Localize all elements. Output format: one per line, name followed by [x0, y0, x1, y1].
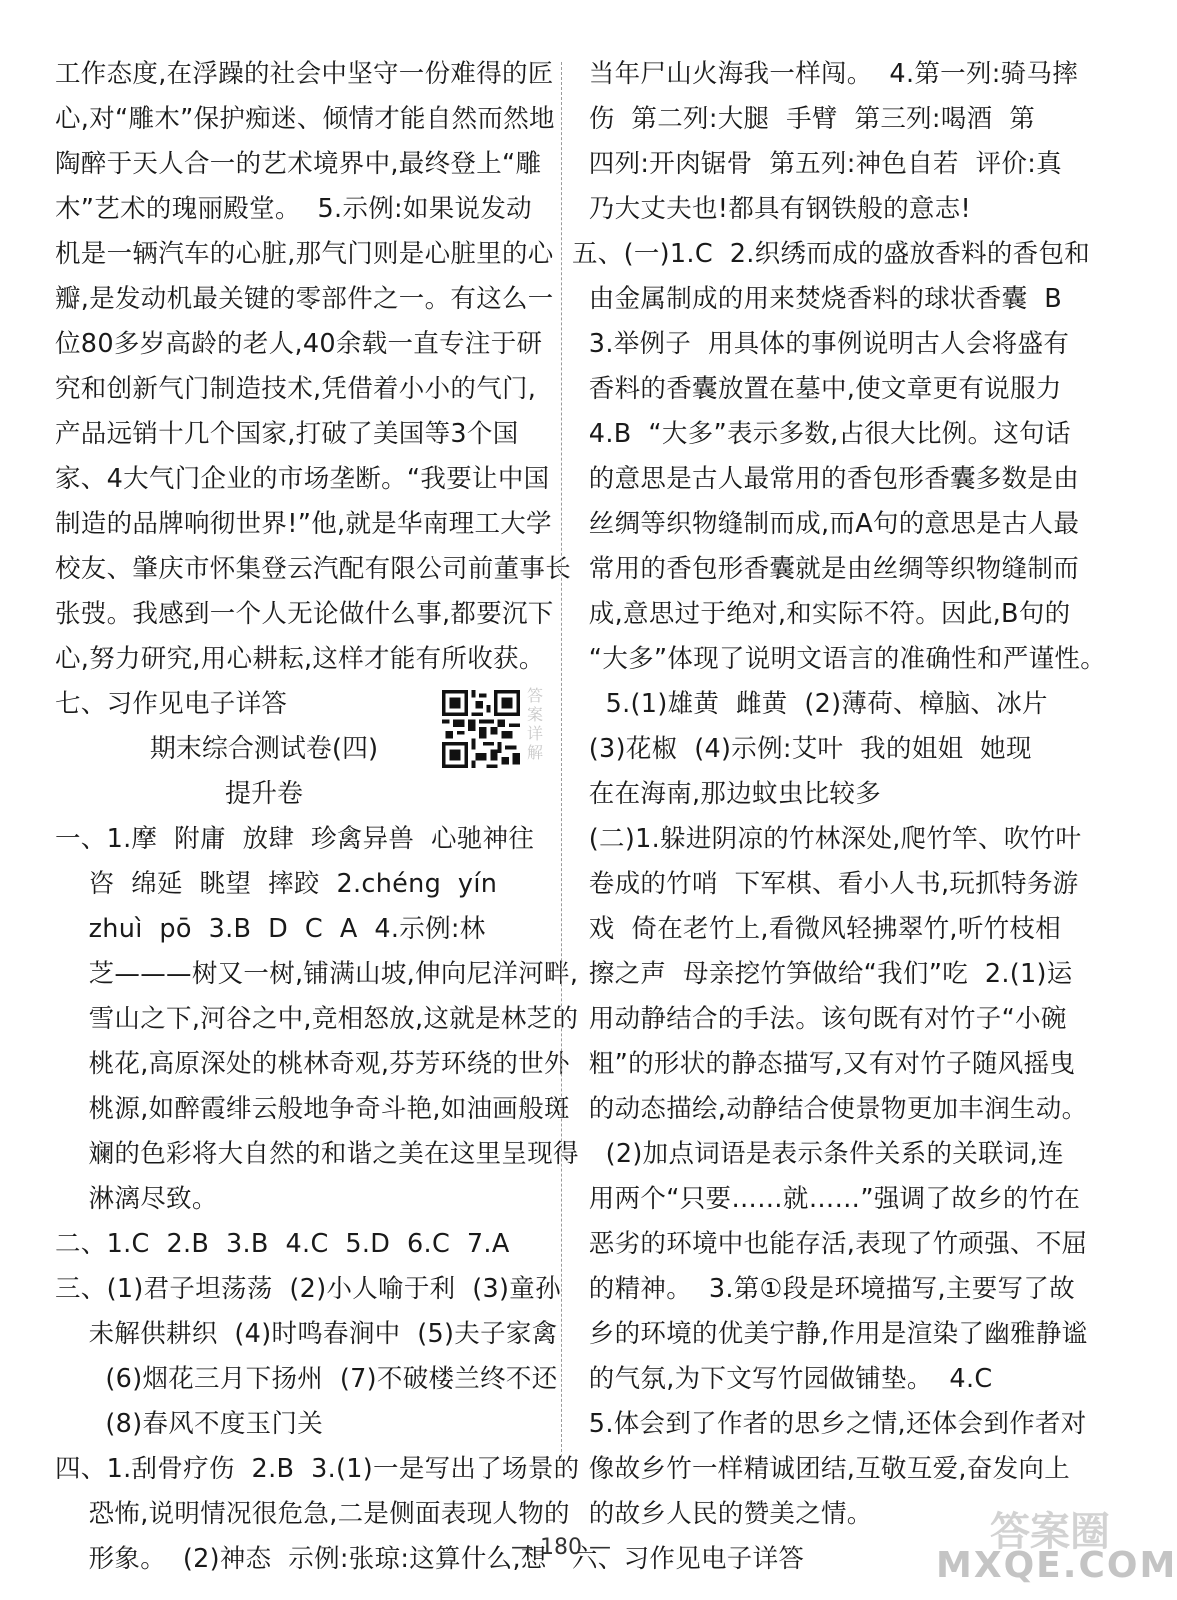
text-line: 校友、肇庆市怀集登云汽配有限公司前董事长: [55, 554, 572, 584]
text-line: 五、(一)1.C 2.织绣而成的盛放香料的香包和: [572, 239, 1091, 269]
text-line: (3)花椒 (4)示例:艾叶 我的姐姐 她现: [572, 734, 1032, 764]
text-line: 的精神。 3.第①段是环境描写,主要写了故: [572, 1274, 1075, 1304]
text-line: 桃花,高原深处的桃林奇观,芬芳环绕的世外: [55, 1049, 570, 1079]
text-line: 一、1.摩 附庸 放肆 珍禽异兽 心驰神往: [55, 824, 535, 854]
text-line: zhuì pō 3.B D C A 4.示例:林: [55, 914, 486, 944]
text-line: 常用的香包形香囊就是由丝绸等织物缝制而: [572, 554, 1080, 584]
text-line: 由金属制成的用来焚烧香料的球状香囊 B: [572, 284, 1063, 314]
text-line: “大多”体现了说明文语言的准确性和严谨性。: [572, 644, 1107, 674]
watermark-logo: 答案圈: [990, 1509, 1110, 1555]
column-divider: [561, 62, 562, 1462]
text-line: 的气氛,为下文写竹园做铺垫。 4.C: [572, 1364, 993, 1394]
text-line: 像故乡竹一样精诚团结,互敬互爱,奋发向上: [572, 1454, 1071, 1484]
text-line: 粗”的形状的静态描写,又有对竹子随风摇曳: [572, 1049, 1076, 1079]
text-line: 擦之声 母亲挖竹笋做给“我们”吃 2.(1)运: [572, 959, 1073, 989]
right-column: [572, 52, 1107, 1582]
text-line: 未解供耕织 (4)时鸣春涧中 (5)夫子家禽: [55, 1319, 558, 1349]
text-line: 陶醉于天人合一的艺术境界中,最终登上“雕: [55, 149, 542, 179]
page-number: — 180 —: [511, 1535, 611, 1560]
qr-caption: 答案详解: [527, 686, 544, 762]
text-line: 乃大丈夫也!都具有钢铁般的意志!: [572, 194, 972, 224]
text-line: 心,努力研究,用心耕耘,这样才能有所收获。: [55, 644, 545, 674]
text-line: 恐怖,说明情况很危急,二是侧面表现人物的: [55, 1499, 570, 1529]
text-line: 用动静结合的手法。该句既有对竹子“小碗: [572, 1004, 1067, 1034]
text-line: 机是一辆汽车的心脏,那气门则是心脏里的心: [55, 239, 554, 269]
text-line: 成,意思过于绝对,和实际不符。因此,B句的: [572, 599, 1071, 629]
text-line: 制造的品牌响彻世界!”他,就是华南理工大学: [55, 509, 552, 539]
text-line: 4.B “大多”表示多数,占很大比例。这句话: [572, 419, 1071, 449]
text-line: 七、习作见电子详答: [55, 689, 288, 719]
text-line: 丝绸等织物缝制而成,而A句的意思是古人最: [572, 509, 1080, 539]
text-line: 桃源,如醉霞绯云般地争奇斗艳,如油画般斑: [55, 1094, 570, 1124]
text-line: 用两个“只要……就……”强调了故乡的竹在: [572, 1184, 1081, 1214]
left-column-lines: [55, 52, 572, 727]
text-line: 在在海南,那边蚊虫比较多: [572, 779, 882, 809]
text-line: (8)春风不度玉门关: [55, 1409, 324, 1439]
text-line: 四列:开肉锯骨 第五列:神色自若 评价:真: [572, 149, 1062, 179]
text-line: 瓣,是发动机最关键的零部件之一。有这么一: [55, 284, 554, 314]
text-line: (二)1.躲进阴凉的竹林深处,爬竹竿、吹竹叶: [572, 824, 1082, 854]
text-line: 戏 倚在老竹上,看微风轻拂翠竹,听竹枝相: [572, 914, 1062, 944]
text-line: 香料的香囊放置在墓中,使文章更有说服力: [572, 374, 1062, 404]
text-line: 三、(1)君子坦荡荡 (2)小人喻于利 (3)童孙: [55, 1274, 561, 1304]
text-line: 伤 第二列:大腿 手臂 第三列:喝酒 第: [572, 104, 1036, 134]
text-line: 恶劣的环境中也能存活,表现了竹顽强、不屈: [572, 1229, 1088, 1259]
section-subtitle: 提升卷: [224, 779, 303, 809]
text-line: (2)加点词语是表示条件关系的关联词,连: [572, 1139, 1064, 1169]
text-line: 工作态度,在浮躁的社会中坚守一份难得的匠: [55, 59, 554, 89]
text-line: 芝———树又一树,铺满山坡,伸向尼洋河畔,: [55, 959, 579, 989]
text-line: 木”艺术的瑰丽殿堂。 5.示例:如果说发动: [55, 194, 532, 224]
text-line: 5.(1)雄黄 雌黄 (2)薄荷、樟脑、冰片: [572, 689, 1048, 719]
text-line: 二、1.C 2.B 3.B 4.C 5.D 6.C 7.A: [55, 1229, 510, 1259]
text-line: 的意思是古人最常用的香包形香囊多数是由: [572, 464, 1080, 494]
text-line: 当年尸山火海我一样闯。 4.第一列:骑马摔: [572, 59, 1079, 89]
text-line: 雪山之下,河谷之中,竞相怒放,这就是林芝的: [55, 1004, 579, 1034]
text-line: (6)烟花三月下扬州 (7)不破楼兰终不还: [55, 1364, 558, 1394]
text-line: 四、1.刮骨疗伤 2.B 3.(1)一是写出了场景的: [55, 1454, 580, 1484]
text-line: 3.举例子 用具体的事例说明古人会将盛有: [572, 329, 1070, 359]
text-line: 究和创新气门制造技术,凭借着小小的气门,: [55, 374, 537, 404]
text-line: 形象。 (2)神态 示例:张琼:这算什么,想: [55, 1544, 547, 1574]
text-line: 心,对“雕木”保护痴迷、倾情才能自然而然地: [55, 104, 555, 134]
text-line: 咨 绵延 眺望 摔跤 2.chéng yín: [55, 869, 498, 899]
text-line: 位80多岁高龄的老人,40余载一直专注于研: [55, 329, 543, 359]
text-line: 的故乡人民的赞美之情。: [572, 1499, 873, 1529]
text-line: 产品远销十几个国家,打破了美国等3个国: [55, 419, 519, 449]
text-line: 卷成的竹哨 下军棋、看小人书,玩抓特务游: [572, 869, 1079, 899]
text-line: 斓的色彩将大自然的和谐之美在这里呈现得: [55, 1139, 579, 1169]
section-title: 期末综合测试卷(四): [149, 734, 379, 764]
text-line: 淋漓尽致。: [55, 1184, 218, 1214]
text-line: 的动态描绘,动静结合使景物更加丰润生动。: [572, 1094, 1088, 1124]
watermark-url: MXQE.COM: [936, 1545, 1177, 1586]
text-line: 六、习作见电子详答: [572, 1544, 805, 1574]
qr-code-icon[interactable]: [442, 690, 520, 768]
text-line: 张弢。我感到一个人无论做什么事,都要沉下: [55, 599, 554, 629]
text-line: 5.体会到了作者的思乡之情,还体会到作者对: [572, 1409, 1087, 1439]
text-line: 乡的环境的优美宁静,作用是渲染了幽雅静谧: [572, 1319, 1088, 1349]
text-line: 家、4大气门企业的市场垄断。“我要让中国: [55, 464, 550, 494]
